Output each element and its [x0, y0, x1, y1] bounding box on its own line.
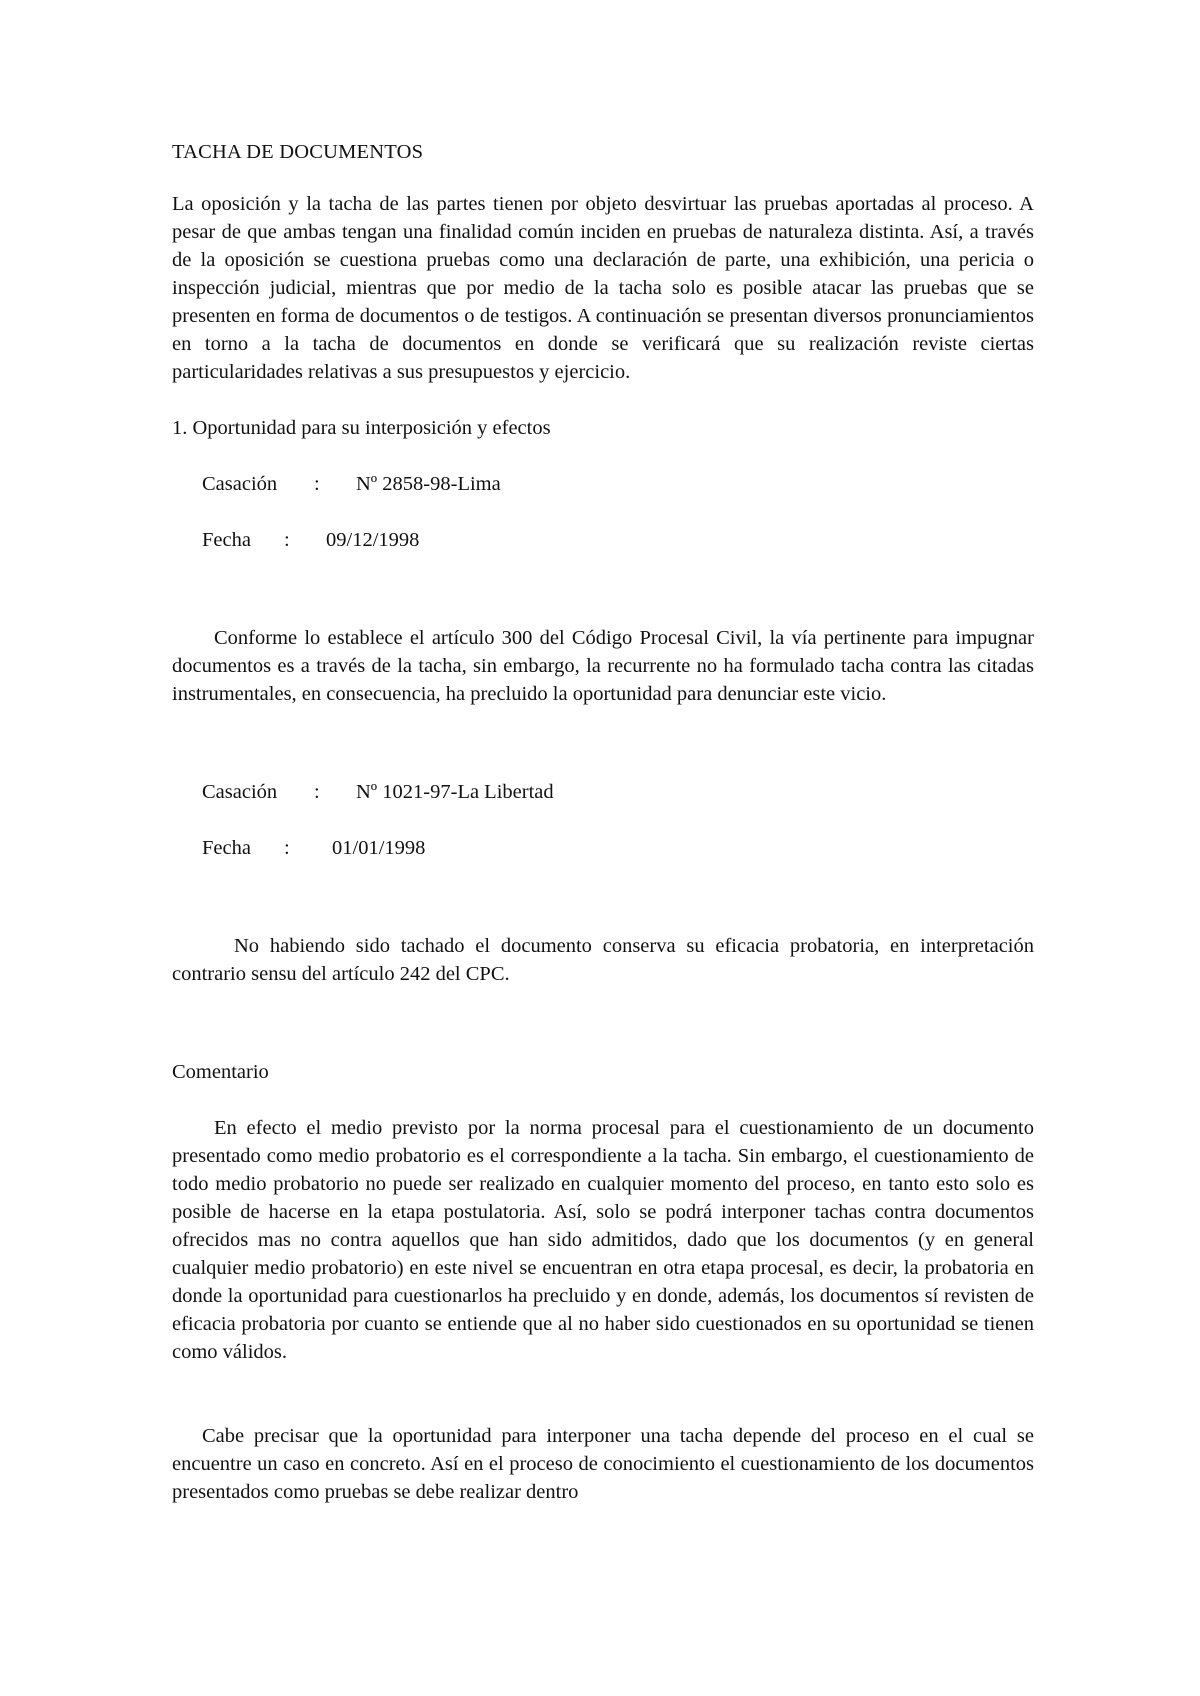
spacer [172, 498, 1034, 526]
spacer [172, 1086, 1034, 1114]
spacer [172, 806, 1034, 834]
document-body [172, 138, 1034, 1506]
fecha-value: 01/01/1998 [332, 837, 426, 859]
case-1-casacion-row [172, 470, 1034, 498]
casacion-number: Nº 1021-97-La Libertad [356, 781, 554, 803]
spacer [172, 1366, 1034, 1422]
spacer [172, 554, 1034, 624]
casacion-separator: : [314, 473, 320, 495]
document-title: TACHA DE DOCUMENTOS [172, 141, 424, 163]
comment-paragraph-2: Cabe precisar que la oportunidad para interponer una tacha depende del proceso en el cual se encuentre un caso en concreto. Así en el proceso de conocimiento el cuestionamiento de los documentos presentados como pruebas se debe realizar dentro [172, 1425, 1034, 1503]
casacion-label: Casación [202, 473, 278, 495]
fecha-label: Fecha [202, 529, 251, 551]
spacer [172, 988, 1034, 1058]
case-2-text: No habiendo sido tachado el documento conserva su eficacia probatoria, en interpretación contrario sensu del artículo 242 del CPC. [172, 935, 1034, 985]
section-heading: 1. Oportunidad para su interposición y efectos [172, 417, 551, 439]
spacer [172, 442, 1034, 470]
spacer [172, 862, 1034, 932]
fecha-separator: : [284, 529, 290, 551]
fecha-value: 09/12/1998 [326, 529, 420, 551]
casacion-number: Nº 2858-98-Lima [356, 473, 501, 495]
fecha-separator: : [284, 837, 290, 859]
casacion-separator: : [314, 781, 320, 803]
intro-paragraph: La oposición y la tacha de las partes tienen por objeto desvirtuar las pruebas aportadas al proceso. A pesar de que ambas tengan una finalidad común inciden en pruebas de naturaleza distinta. Así, a través de la oposición se cuestiona pruebas como una declaración de parte, una exhibición, una pericia o inspección judicial, mientras que por medio de la tacha solo es posible atacar las pruebas que se presenten en forma de documentos o de testigos. A continuación se presentan diversos pronunciamientos en torno a la tacha de documentos en donde se verificará que su realización reviste ciertas particularidades relativas a sus presupuestos y ejercicio. [172, 193, 1034, 383]
fecha-label: Fecha [202, 837, 251, 859]
case-2-fecha-row [172, 834, 1034, 862]
spacer [172, 708, 1034, 778]
comment-heading: Comentario [172, 1061, 269, 1083]
casacion-label: Casación [202, 781, 278, 803]
comment-paragraph-1: En efecto el medio previsto por la norma procesal para el cuestionamiento de un documento presentado como medio probatorio es el correspondiente a la tacha. Sin embargo, el cuestionamiento de todo medio probatorio no puede ser realizado en cualquier momento del proceso, en tanto esto solo es posible de hacerse en la etapa postulatoria. Así, solo se podrá interponer tachas contra documentos ofrecidos mas no contra aquellos que han sido admitidos, dado que los documentos (y en general cualquier medio probatorio) en este nivel se encuentran en otra etapa procesal, es decir, la probatoria en donde la oportunidad para cuestionarlos ha precluido y en donde, además, los documentos sí revisten de eficacia probatoria por cuanto se entiende que al no haber sido cuestionados en su oportunidad se tienen como válidos. [172, 1117, 1034, 1363]
case-1-fecha-row [172, 526, 1034, 554]
case-2-casacion-row [172, 778, 1034, 806]
case-1-text: Conforme lo establece el artículo 300 del Código Procesal Civil, la vía pertinente para impugnar documentos es a través de la tacha, sin embargo, la recurrente no ha formulado tacha contra las citadas instrumentales, en consecuencia, ha precluido la oportunidad para denunciar este vicio. [172, 627, 1034, 705]
spacer [172, 386, 1034, 414]
